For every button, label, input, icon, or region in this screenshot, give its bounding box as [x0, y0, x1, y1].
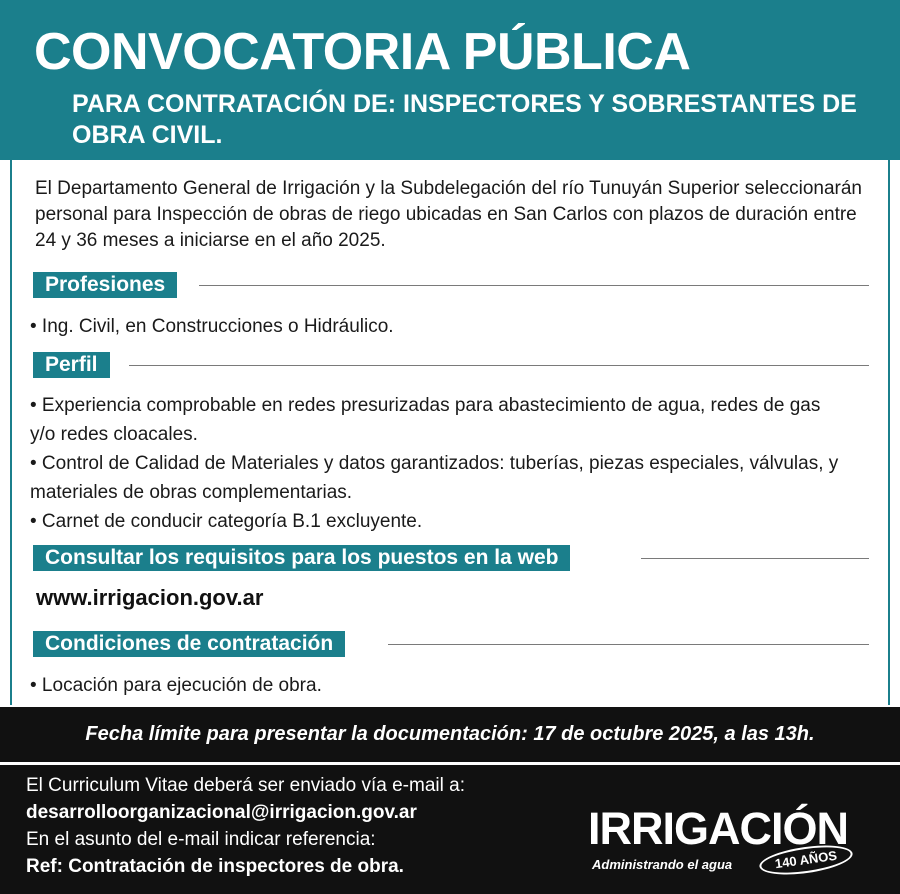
website-link[interactable]: www.irrigacion.gov.ar	[36, 585, 264, 610]
condiciones-item: • Locación para ejecución de obra.	[30, 675, 322, 696]
section-divider	[388, 644, 869, 645]
reference-text: Ref: Contratación de inspectores de obra.	[26, 856, 404, 877]
section-divider	[641, 558, 869, 559]
page-title: CONVOCATORIA PÚBLICA	[34, 23, 691, 81]
subject-instruction: En el asunto del e-mail indicar referencia:	[26, 829, 376, 850]
deadline-text: Fecha límite para presentar la documentación: 17 de octubre 2025, a las 13h.	[85, 723, 815, 745]
section-heading-condiciones: Condiciones de contratación	[33, 631, 345, 657]
header-banner	[0, 0, 900, 160]
page-subtitle: PARA CONTRATACIÓN DE: INSPECTORES Y SOBRESTANTES DE OBRA CIVIL.	[72, 90, 857, 149]
section-condiciones	[33, 631, 869, 657]
profesiones-item: • Ing. Civil, en Construcciones o Hidráulico.	[30, 316, 394, 337]
cv-instruction: El Curriculum Vitae deberá ser enviado vía e-mail a:	[26, 775, 465, 796]
footer-instructions	[26, 772, 465, 880]
intro-paragraph: El Departamento General de Irrigación y la Subdelegación del río Tunuyán Superior seleccionarán personal para Inspección de obras de riego ubicadas en San Carlos con plazos de duración entre 24 y 36 meses a iniciarse en el año 2025.	[35, 178, 862, 251]
logo-wordmark: IRRIGACIÓN	[588, 803, 848, 854]
perfil-item: • Carnet de conducir categoría B.1 excluyente.	[30, 511, 423, 532]
section-heading-consultar: Consultar los requisitos para los puestos en la web	[33, 545, 570, 571]
section-divider	[199, 285, 869, 286]
footer	[0, 765, 900, 894]
logo-tagline: Administrando el agua	[592, 857, 733, 872]
section-consultar	[33, 545, 869, 571]
contact-email[interactable]: desarrolloorganizacional@irrigacion.gov.ar	[26, 802, 417, 823]
anniversary-badge-text: 140 AÑOS	[773, 847, 838, 872]
section-profesiones	[33, 272, 869, 298]
section-perfil	[33, 352, 869, 378]
irrigacion-logo	[588, 803, 868, 883]
perfil-item: • Control de Calidad de Materiales y datos garantizados: tuberías, piezas especiales, válvulas, y materiales de obras complementarias.	[30, 453, 839, 503]
section-divider	[129, 365, 869, 366]
perfil-item: • Experiencia comprobable en redes presurizadas para abastecimiento de agua, redes de gas y/o redes cloacales.	[30, 395, 821, 445]
section-heading-perfil: Perfil	[33, 352, 110, 378]
deadline-bar	[0, 707, 900, 762]
section-heading-profesiones: Profesiones	[33, 272, 177, 298]
